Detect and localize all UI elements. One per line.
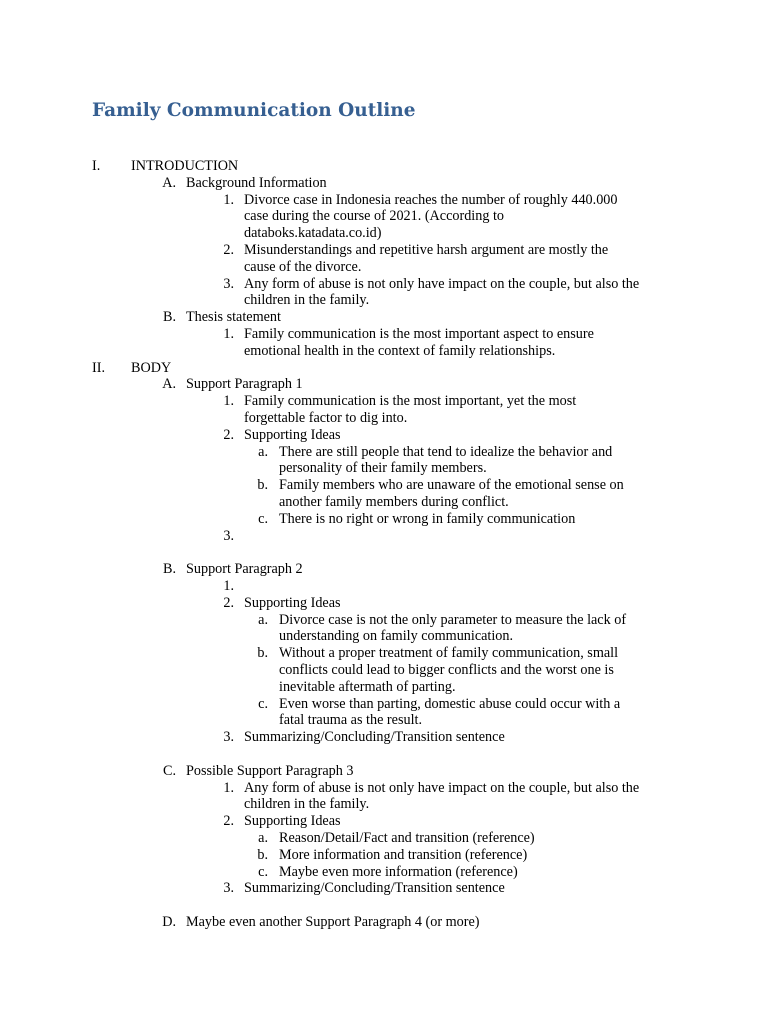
list-marker: 3. xyxy=(223,275,234,292)
list-marker: 1. xyxy=(223,578,234,594)
list-marker: a. xyxy=(258,443,268,460)
subsection-marker: D. xyxy=(162,914,176,930)
list-marker: 1. xyxy=(223,779,234,796)
list-marker: 2. xyxy=(223,426,234,443)
list-marker: 2. xyxy=(223,594,234,611)
list-item-text: personality of their family members. xyxy=(279,460,487,477)
list-item-text: Supporting Ideas xyxy=(244,426,341,443)
list-item-text: Family communication is the most important, yet the most xyxy=(244,393,577,410)
list-marker: 2. xyxy=(223,242,234,258)
list-marker: 2. xyxy=(223,813,234,830)
list-item-text: More information and transition (reference) xyxy=(279,846,528,863)
list-marker: c. xyxy=(258,510,268,527)
subsection-heading: Background Information xyxy=(186,174,327,191)
list-marker: b. xyxy=(257,645,268,662)
list-item-text: Supporting Ideas xyxy=(244,594,341,611)
document-title: Family Communication Outline xyxy=(92,100,416,121)
subsection-marker: A. xyxy=(162,174,176,191)
list-item-text: There are still people that tend to idealize the behavior and xyxy=(279,443,613,460)
section-heading: INTRODUCTION xyxy=(131,158,239,174)
subsection-marker: C. xyxy=(162,762,176,779)
section-marker: I. xyxy=(92,158,101,174)
list-marker: 3. xyxy=(223,729,234,746)
list-item-text: conflicts could lead to bigger conflicts and the worst one is xyxy=(279,662,614,678)
list-item-text: Any form of abuse is not only have impact on the couple, but also the xyxy=(244,275,640,292)
list-item-text: Misunderstandings and repetitive harsh argument are mostly the xyxy=(244,242,609,258)
subsection-heading: Thesis statement xyxy=(186,309,281,326)
section-heading: BODY xyxy=(131,359,172,376)
subsection-heading: Possible Support Paragraph 3 xyxy=(186,762,354,779)
list-item-text: Reason/Detail/Fact and transition (reference) xyxy=(279,830,535,846)
list-item-text: cause of the divorce. xyxy=(244,258,362,275)
list-item-text: Family communication is the most important aspect to ensure xyxy=(244,326,594,342)
subsection-heading: Maybe even another Support Paragraph 4 (or more) xyxy=(186,914,480,930)
list-item-text: Summarizing/Concluding/Transition sentence xyxy=(244,880,505,897)
list-item-text: Maybe even more information (reference) xyxy=(279,863,518,880)
list-marker: b. xyxy=(257,477,268,494)
list-item-text: forgettable factor to dig into. xyxy=(244,410,408,426)
list-marker: c. xyxy=(258,695,268,712)
list-item-text: Any form of abuse is not only have impact on the couple, but also the xyxy=(244,779,640,796)
list-item-text: case during the course of 2021. (According to xyxy=(244,208,505,225)
list-item-text: Summarizing/Concluding/Transition sentence xyxy=(244,729,505,746)
list-marker: c. xyxy=(258,863,268,880)
list-marker: 1. xyxy=(223,326,234,342)
list-marker: 1. xyxy=(223,191,234,208)
list-marker: a. xyxy=(258,611,268,628)
subsection-heading: Support Paragraph 1 xyxy=(186,376,303,393)
list-marker: b. xyxy=(257,846,268,863)
list-item-text: inevitable aftermath of parting. xyxy=(279,678,456,695)
list-marker: 3. xyxy=(223,527,234,544)
subsection-marker: B. xyxy=(162,561,176,578)
list-item-text: Family members who are unaware of the emotional sense on xyxy=(279,477,624,494)
list-item-text: Without a proper treatment of family communication, small xyxy=(279,645,619,662)
list-item-text: fatal trauma as the result. xyxy=(279,712,422,729)
list-item-text: Divorce case is not the only parameter to measure the lack of xyxy=(279,611,627,628)
list-item-text: another family members during conflict. xyxy=(279,494,509,510)
list-marker: 3. xyxy=(223,880,234,897)
list-item-text: Even worse than parting, domestic abuse could occur with a xyxy=(279,695,621,712)
list-item-text: databoks.katadata.co.id) xyxy=(244,225,382,242)
list-item-text: children in the family. xyxy=(244,292,370,309)
list-item-text: children in the family. xyxy=(244,796,370,813)
list-item-text: There is no right or wrong in family communication xyxy=(279,510,576,527)
subsection-marker: B. xyxy=(162,309,176,326)
list-item-text: Supporting Ideas xyxy=(244,813,341,830)
list-marker: a. xyxy=(258,830,268,846)
list-item-text: Divorce case in Indonesia reaches the number of roughly 440.000 xyxy=(244,191,618,208)
subsection-marker: A. xyxy=(162,376,176,393)
subsection-heading: Support Paragraph 2 xyxy=(186,561,303,578)
list-item-text: understanding on family communication. xyxy=(279,628,514,645)
section-marker: II. xyxy=(92,359,105,376)
list-item-text: emotional health in the context of family relationships. xyxy=(244,342,556,359)
list-marker: 1. xyxy=(223,393,234,410)
